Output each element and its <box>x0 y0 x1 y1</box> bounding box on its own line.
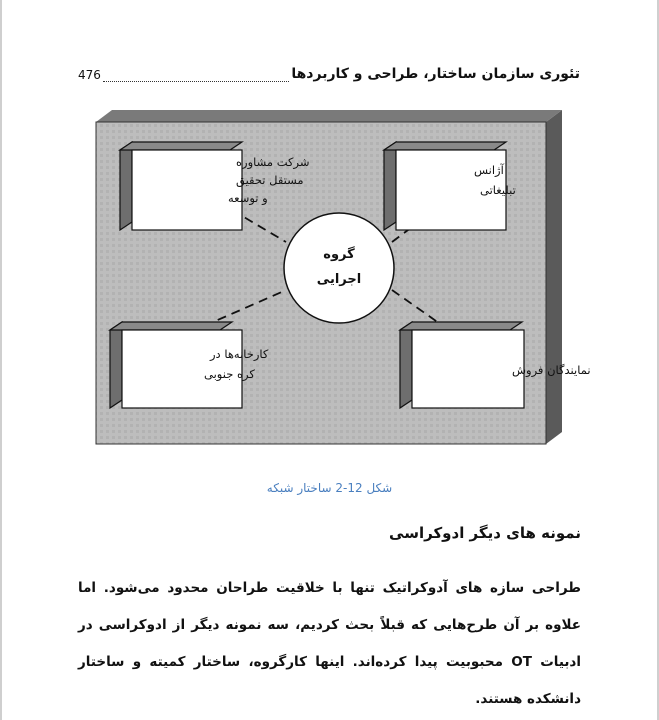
box-top-left <box>120 142 242 230</box>
running-header-title: تئوری سازمان ساختار، طراحی و کاربردها <box>291 66 580 82</box>
paragraph-text: طراحی سازه های آدوکراتیک تنها با خلاقیت طراحان محدود می‌شود. اما علاوه بر آن طرح‌هایی که قبلاً بحث کردیم، سه نمونه دیگر از ادوکراسی در ادبیات OT محبوبیت پیدا کرده‌اند. اینها کارگروه، ساختار کمیته و ساختار دانشکده هستند. <box>78 580 581 707</box>
box-bottom-left <box>110 322 242 408</box>
page-number: 476 <box>78 68 101 82</box>
plate-right-edge <box>546 110 562 444</box>
plate-top-edge <box>96 110 562 122</box>
body-paragraph <box>78 570 581 718</box>
figure-caption: شکل 12-2 ساختار شبکه <box>266 481 393 495</box>
box-bottom-left-line-1: کارخانه‌ها در <box>210 347 269 361</box>
network-structure-figure <box>94 106 591 446</box>
running-header-leader <box>103 73 289 82</box>
center-circle <box>284 213 394 323</box>
section-heading: نمونه های دیگر ادوکراسی <box>389 524 581 542</box>
box-top-left-line-1: شرکت مشاوره <box>236 155 310 169</box>
box-top-left-line-3: و توسعه <box>228 191 268 205</box>
page-edge-left <box>0 0 2 720</box>
running-header <box>78 58 580 82</box>
box-bottom-left-line-2: کره جنوبی <box>204 367 255 381</box>
box-top-right-line-1: آژانس <box>474 163 504 177</box>
box-top-right-line-2: تبلیغاتی <box>480 183 516 197</box>
center-label-line-2: اجرایی <box>316 272 362 287</box>
box-bottom-right <box>400 322 524 408</box>
box-bottom-right-line-1: نمایندگان فروش <box>512 363 591 377</box>
center-label-line-1: گروه <box>323 247 355 262</box>
box-top-left-line-2: مستقل تحقیق <box>236 173 304 187</box>
